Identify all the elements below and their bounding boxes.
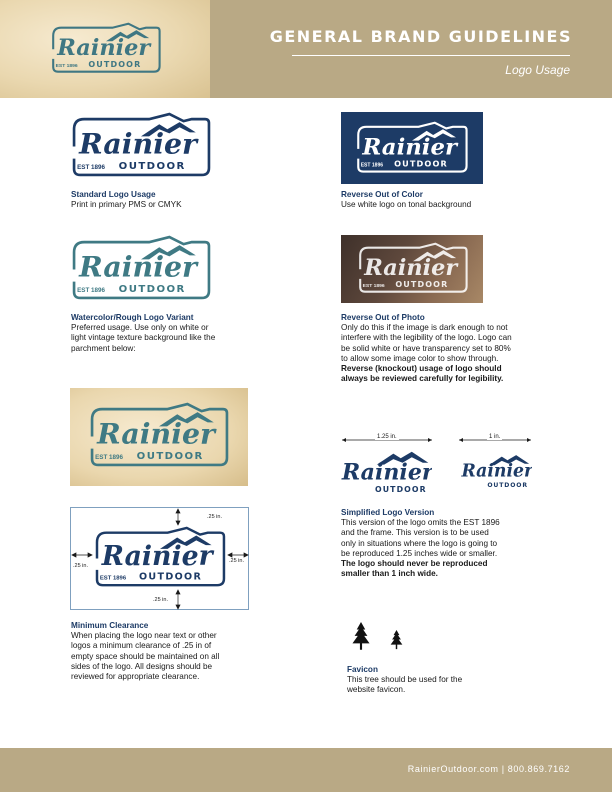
reverse-photo-title: Reverse Out of Photo <box>341 313 425 322</box>
clearance-top-label: .25 in. <box>207 514 222 520</box>
reverse-photo-panel <box>341 235 483 303</box>
footer-contact: RainierOutdoor.com | 800.869.7162 <box>407 764 570 774</box>
standard-title: Standard Logo Usage <box>71 190 156 199</box>
reverse-color-title: Reverse Out of Color <box>341 190 423 199</box>
favicon-title: Favicon <box>347 665 378 674</box>
clearance-arrows <box>71 508 250 611</box>
reverse-color-logo <box>355 121 469 175</box>
dim-small <box>458 434 532 444</box>
simplified-body-1: This version of the logo omits the EST 1896 <box>341 518 500 528</box>
reverse-color-caption <box>341 190 471 210</box>
simplified-body-3: only in situations where the logo is going to <box>341 538 498 548</box>
parchment-sample <box>70 388 248 486</box>
reverse-photo-logo <box>357 242 469 295</box>
favicon-tree-icon-large <box>350 622 372 654</box>
simplified-caption <box>341 508 500 579</box>
watercolor-body-1: Preferred usage. Use only on white or <box>71 323 209 333</box>
clearance-body-1: When placing the logo near text or other <box>71 631 217 641</box>
reverse-photo-bold-2: always be reviewed carefully for legibility. <box>341 374 504 384</box>
clearance-body-2: logos a minimum clearance of .25 in of <box>71 641 212 651</box>
simplified-logo-large <box>340 448 432 496</box>
page-title: GENERAL BRAND GUIDELINES <box>269 27 572 46</box>
clearance-left-label: .25 in. <box>73 563 88 569</box>
watercolor-title: Watercolor/Rough Logo Variant <box>71 313 194 322</box>
watercolor-body-3: parchment below: <box>71 343 136 353</box>
watercolor-logo <box>70 235 212 302</box>
header-band <box>210 0 612 98</box>
standard-caption <box>71 190 182 210</box>
dim-large <box>341 434 433 444</box>
footer-band <box>0 748 612 792</box>
header-logo <box>50 22 162 75</box>
page-subtitle: Logo Usage <box>505 63 570 77</box>
reverse-color-panel <box>341 112 483 184</box>
reverse-photo-body-2: interfere with the legibility of the logo. Logo can <box>341 333 512 343</box>
simplified-bold-2: smaller than 1 inch wide. <box>341 569 438 579</box>
simplified-body-2: and the frame. This version is to be used <box>341 528 489 538</box>
clearance-caption <box>71 621 219 682</box>
favicon-body-1: This tree should be used for the <box>347 675 463 685</box>
watercolor-caption <box>71 313 215 354</box>
watercolor-body-2: light vintage texture background like the <box>71 333 216 343</box>
reverse-photo-bold-1: Reverse (knockout) usage of logo should <box>341 364 502 374</box>
favicon-tree-icon-small <box>389 630 404 652</box>
header-parchment <box>0 0 210 98</box>
standard-body: Print in primary PMS or CMYK <box>71 200 182 210</box>
favicon-body-2: website favicon. <box>347 685 406 695</box>
reverse-photo-body-1: Only do this if the image is dark enough to not <box>341 323 508 333</box>
reverse-photo-caption <box>341 313 512 384</box>
header-divider <box>292 55 570 56</box>
simplified-bold-1: The logo should never be reproduced <box>341 559 488 569</box>
clearance-title: Minimum Clearance <box>71 621 149 630</box>
clearance-body-4: sides of the logo. All designs should be <box>71 661 213 671</box>
reverse-color-body: Use white logo on tonal background <box>341 200 472 210</box>
dim-small-label: 1 in. <box>489 434 501 440</box>
simplified-logo-small <box>460 452 532 490</box>
clearance-right-label: .25 in. <box>229 558 244 564</box>
clearance-body-3: empty space should be maintained on all <box>71 651 220 661</box>
reverse-photo-body-4: to allow some image color to show through. <box>341 353 499 363</box>
simplified-title: Simplified Logo Version <box>341 508 435 517</box>
clearance-bottom-label: .25 in. <box>153 597 168 603</box>
dim-large-label: 1.25 in. <box>377 434 397 440</box>
clearance-body-5: reviewed for appropriate clearance. <box>71 672 200 682</box>
reverse-photo-body-3: be solid white or have transparency set to 80% <box>341 343 511 353</box>
clearance-diagram <box>70 507 249 610</box>
favicon-caption <box>347 665 462 696</box>
simplified-body-4: be reproduced 1.25 inches wide or smaller. <box>341 548 498 558</box>
standard-logo <box>70 112 212 179</box>
parchment-logo <box>88 402 230 469</box>
